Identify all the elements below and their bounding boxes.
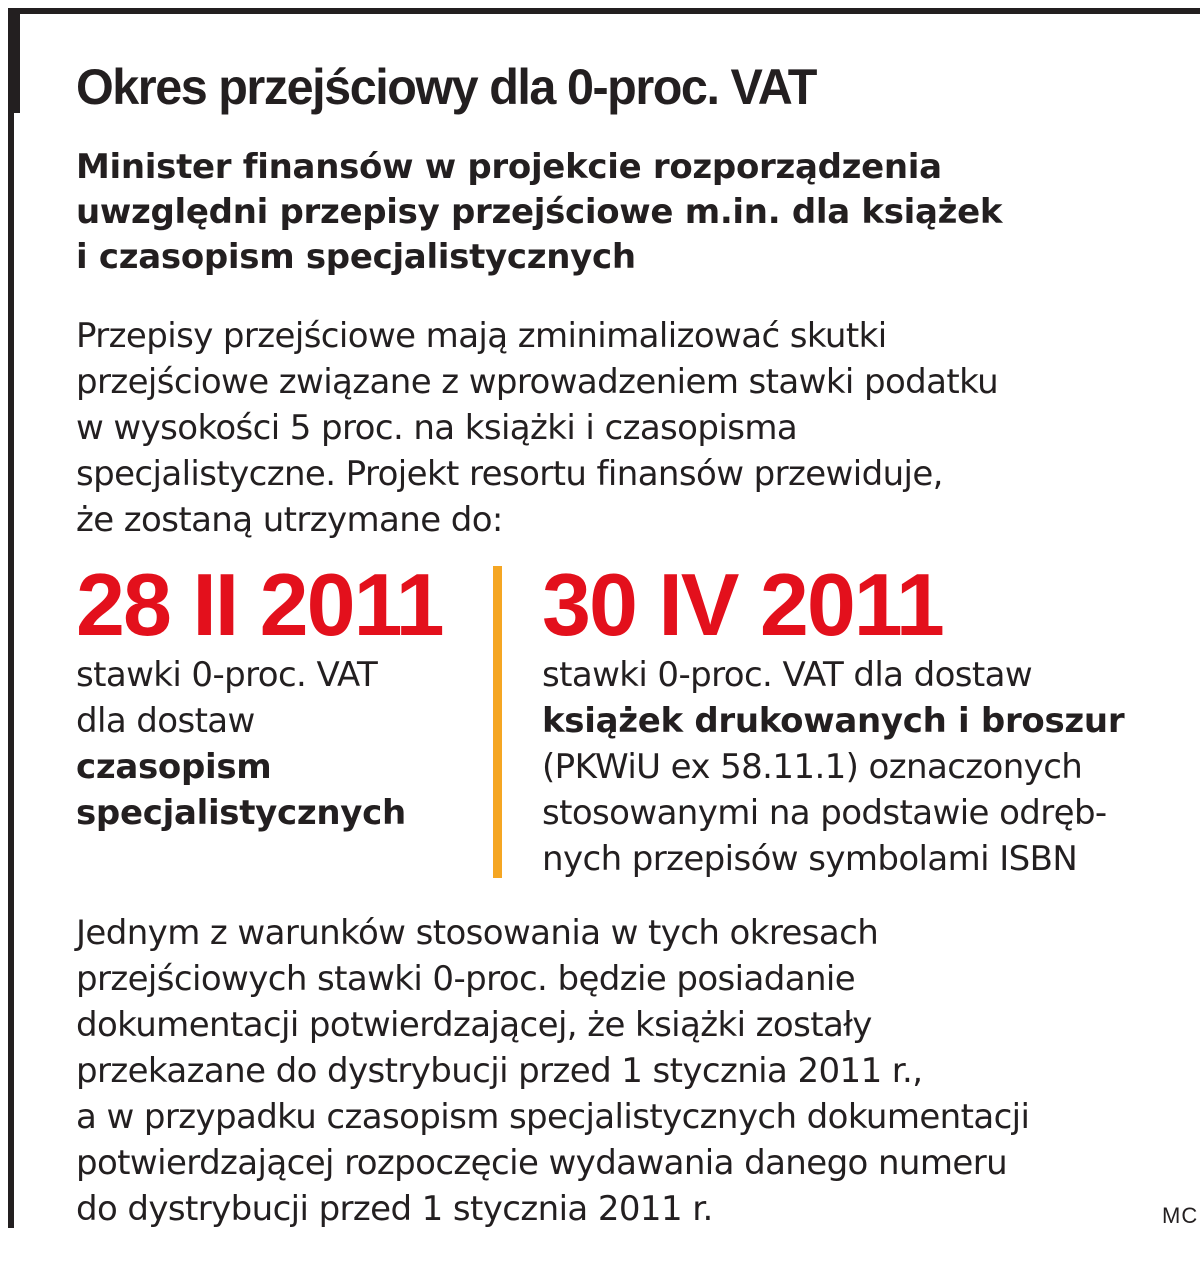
outro-line: do dystrybucji przed 1 stycznia 2011 r. <box>76 1189 713 1229</box>
deadline-date: 28 II 2011 <box>76 555 443 654</box>
outro-line: przekazane do dystrybucji przed 1 stycznia 2011 r., <box>76 1051 923 1091</box>
intro-paragraph <box>76 313 1196 543</box>
outro-line: a w przypadku czasopism specjalistycznych dokumentacji <box>76 1097 1030 1137</box>
deadline-description <box>76 652 486 836</box>
lead-line: Minister finansów w projekcie rozporządzenia <box>76 147 942 187</box>
deadline-desc-bold: czasopism <box>76 747 272 787</box>
deadline-desc-line: stawki 0-proc. VAT <box>76 655 378 695</box>
intro-line: przejściowe związane z wprowadzeniem stawki podatku <box>76 362 999 402</box>
frame-corner-bar <box>8 8 20 113</box>
deadline-desc-bold: książek drukowanych i broszur <box>542 701 1125 741</box>
deadline-books <box>542 555 1192 882</box>
outro-line: potwierdzającej rozpoczęcie wydawania danego numeru <box>76 1143 1008 1183</box>
intro-line: w wysokości 5 proc. na książki i czasopisma <box>76 408 798 448</box>
deadline-desc-line: nych przepisów symbolami ISBN <box>542 839 1078 879</box>
deadline-desc-line: stosowanymi na podstawie odręb- <box>542 793 1107 833</box>
deadline-desc-line: (PKWiU ex 58.11.1) oznaczonych <box>542 747 1083 787</box>
outro-paragraph <box>76 910 1199 1232</box>
column-divider <box>493 566 502 878</box>
outro-line: przejściowych stawki 0-proc. będzie posiadanie <box>76 959 856 999</box>
deadline-description <box>542 652 1192 882</box>
intro-line: że zostaną utrzymane do: <box>76 500 503 540</box>
lead-line: i czasopism specjalistycznych <box>76 237 636 277</box>
intro-line: Przepisy przejściowe mają zminimalizować skutki <box>76 316 887 356</box>
outro-line: dokumentacji potwierdzającej, że książki zostały <box>76 1005 872 1045</box>
frame-left-rule <box>8 8 14 1228</box>
author-credit: MC <box>1162 1203 1199 1228</box>
frame-top-rule <box>8 8 1200 14</box>
deadline-date: 30 IV 2011 <box>542 555 943 654</box>
deadline-desc-line: stawki 0-proc. VAT dla dostaw <box>542 655 1033 695</box>
deadline-periodicals <box>76 555 486 836</box>
deadline-desc-line: dla dostaw <box>76 701 255 741</box>
outro-line: Jednym z warunków stosowania w tych okresach <box>76 913 879 953</box>
lead-line: uwzględni przepisy przejściowe m.in. dla książek <box>76 192 1003 232</box>
deadline-desc-bold: specjalistycznych <box>76 793 406 833</box>
intro-line: specjalistyczne. Projekt resortu finansów przewiduje, <box>76 454 943 494</box>
lead-paragraph <box>76 145 1186 280</box>
page-title: Okres przejściowy dla 0-proc. VAT <box>76 59 816 115</box>
